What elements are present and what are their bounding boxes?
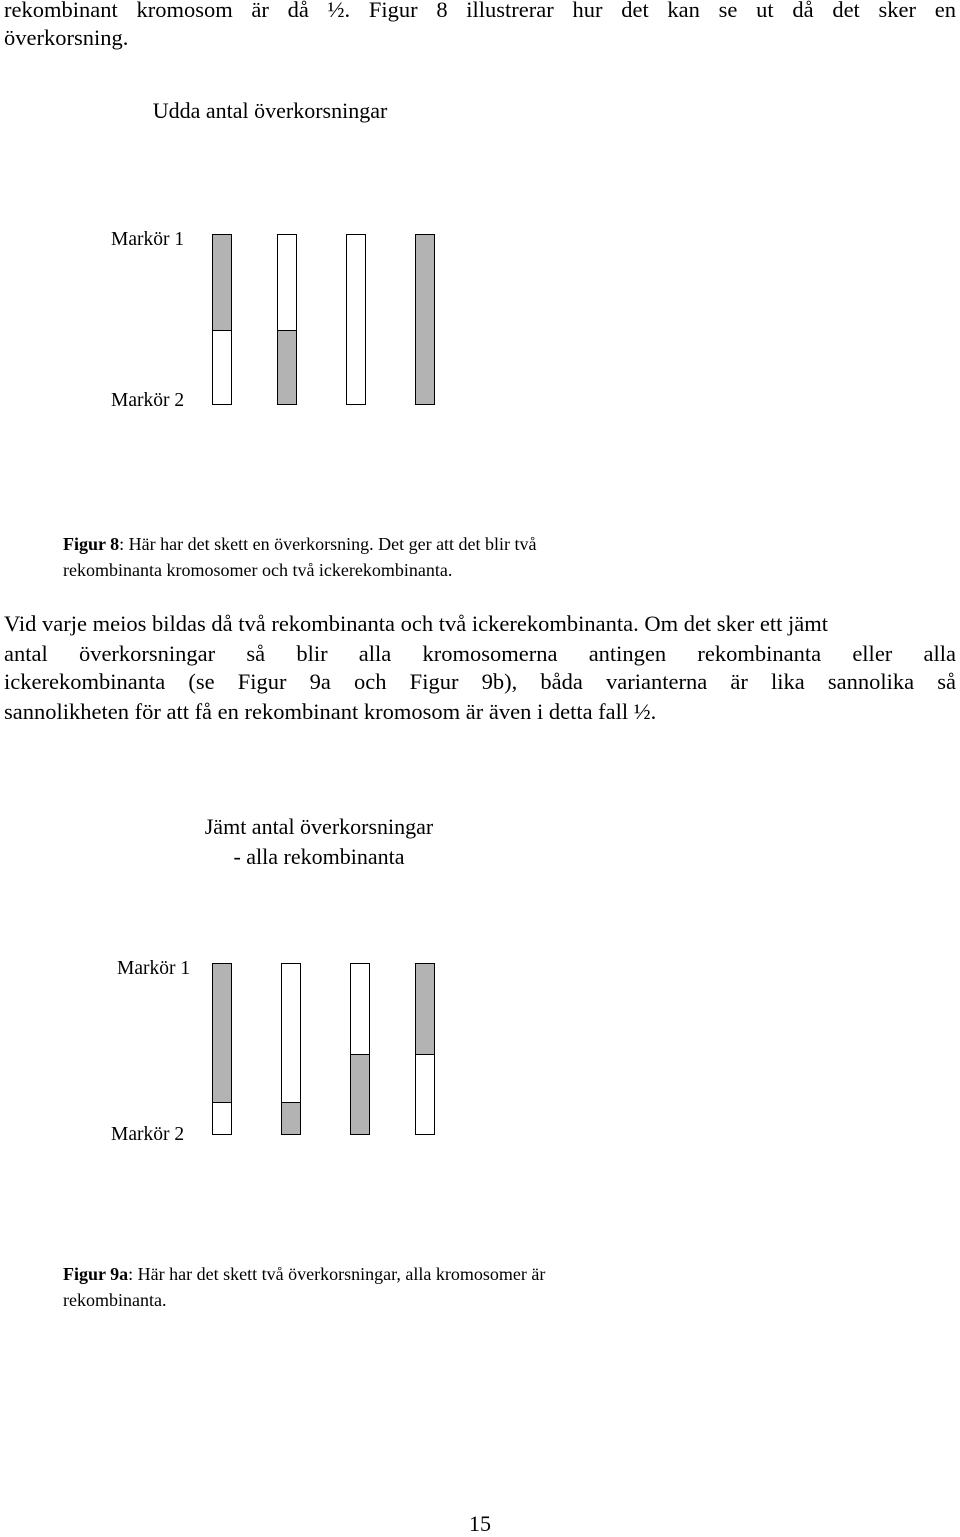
body-text-line: sannolikheten för att få en rekombinant kromosom är även i detta fall ½. bbox=[4, 699, 657, 724]
chromosome bbox=[212, 963, 232, 1135]
chromosome bbox=[281, 963, 301, 1135]
body-text-line: rekombinant kromosom är då ½. Figur 8 illustrerar hur det kan se ut då det sker en bbox=[4, 0, 956, 22]
figure-8-caption-line: rekombinanta kromosomer och två ickerekombinanta. bbox=[63, 560, 453, 580]
chromosome-segment-top bbox=[351, 964, 369, 1054]
chromosome-segment-top bbox=[416, 235, 434, 404]
body-text-line: antal överkorsningar så blir alla kromosomerna antingen rekombinanta eller alla bbox=[4, 641, 956, 666]
chromosome bbox=[212, 234, 232, 405]
figure-9a-caption-line: Figur 9a: Här har det skett två överkorsningar, alla kromosomer är bbox=[63, 1264, 546, 1284]
figure-8-caption-line: Figur 8: Här har det skett en överkorsning. Det ger att det blir två bbox=[63, 534, 537, 554]
chromosome bbox=[277, 234, 297, 405]
chromosome-segment-top bbox=[213, 235, 231, 330]
marker-2-label: Markör 2 bbox=[111, 390, 185, 411]
chromosome bbox=[415, 963, 435, 1135]
chromosome-segment-bottom bbox=[278, 330, 296, 404]
figure-8-title: Udda antal överkorsningar bbox=[152, 98, 388, 123]
chromosome bbox=[350, 963, 370, 1135]
marker-2-label: Markör 2 bbox=[111, 1124, 185, 1145]
figure-9a-title-line2: - alla rekombinanta bbox=[233, 844, 405, 869]
marker-1-label: Markör 1 bbox=[117, 958, 191, 979]
chromosome-segment-bottom bbox=[282, 1102, 300, 1134]
figure-9a-caption-line: rekombinanta. bbox=[63, 1290, 167, 1310]
page-number: 15 bbox=[469, 1511, 491, 1536]
chromosome-segment-top bbox=[278, 235, 296, 330]
chromosome-segment-top bbox=[213, 964, 231, 1102]
figure-8-caption-label: Figur 8 bbox=[63, 534, 120, 554]
body-text-line: Vid varje meios bildas då två rekombinanta och två ickerekombinanta. Om det sker ett jämt bbox=[4, 611, 829, 636]
chromosome bbox=[346, 234, 366, 405]
body-text-line: överkorsning. bbox=[4, 25, 129, 50]
chromosome-segment-bottom bbox=[213, 330, 231, 404]
chromosome-segment-top bbox=[282, 964, 300, 1102]
chromosome-segment-top bbox=[416, 964, 434, 1054]
chromosome-segment-bottom bbox=[416, 1054, 434, 1134]
marker-1-label: Markör 1 bbox=[111, 229, 185, 250]
figure-9a-caption-label: Figur 9a bbox=[63, 1264, 129, 1284]
body-text-line: ickerekombinanta (se Figur 9a och Figur 9b), båda varianterna är lika sannolika så bbox=[4, 669, 956, 694]
chromosome bbox=[415, 234, 435, 405]
figure-9a-title-line1: Jämt antal överkorsningar bbox=[204, 814, 434, 839]
chromosome-segment-bottom bbox=[351, 1054, 369, 1134]
chromosome-segment-bottom bbox=[213, 1102, 231, 1134]
chromosome-segment-top bbox=[347, 235, 365, 404]
